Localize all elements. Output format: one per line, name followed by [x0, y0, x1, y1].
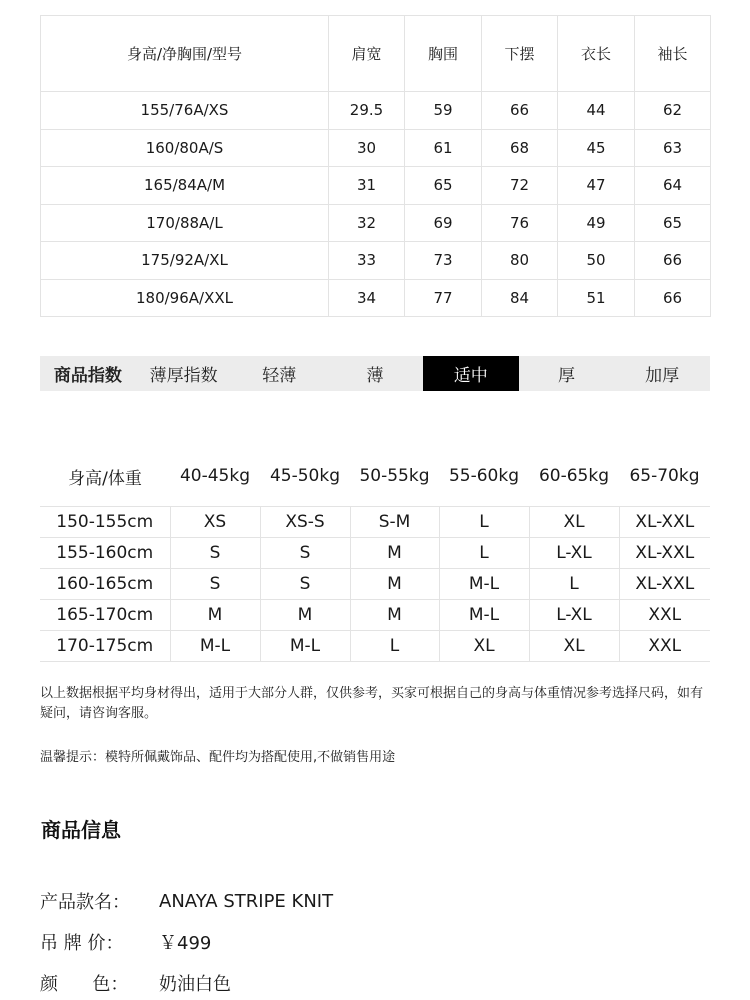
table-cell: 63	[635, 129, 711, 167]
table-cell: 165/84A/M	[41, 167, 329, 205]
table-cell: XXL	[619, 600, 710, 631]
product-name-value: ANAYA STRIPE KNIT	[159, 890, 334, 912]
table-cell: S	[170, 569, 260, 600]
table-cell: S	[260, 569, 350, 600]
table-cell: 65	[405, 167, 482, 205]
table-cell: 76	[482, 204, 558, 242]
table-cell: 170/88A/L	[41, 204, 329, 242]
table-cell: S-M	[350, 507, 439, 538]
table-cell: XL	[529, 507, 619, 538]
index-title: 商品指数	[53, 366, 122, 386]
table-cell: 72	[482, 167, 558, 205]
table-cell: 155/76A/XS	[41, 92, 329, 130]
tag-price-row	[40, 929, 211, 955]
index-option-thin: 薄	[366, 366, 384, 386]
table-cell: XS	[170, 507, 260, 538]
table-cell: M	[350, 569, 439, 600]
size-table	[40, 15, 711, 317]
table-cell: 44	[558, 92, 635, 130]
table-row	[40, 600, 710, 631]
index-option-medium-selected: 适中	[423, 356, 519, 391]
product-info-title: 商品信息	[41, 818, 121, 842]
table-row	[41, 167, 711, 205]
size-table-header	[41, 16, 711, 92]
table-cell: 62	[635, 92, 711, 130]
table-cell: 150-155cm	[40, 507, 170, 538]
table-cell: XS-S	[260, 507, 350, 538]
table-cell: 68	[482, 129, 558, 167]
table-cell: XXL	[619, 631, 710, 662]
table-cell: L-XL	[529, 600, 619, 631]
table-cell: XL	[439, 631, 529, 662]
table-row	[41, 279, 711, 317]
header-length: 衣长	[558, 16, 635, 92]
table-cell: L	[529, 569, 619, 600]
table-cell: 34	[329, 279, 405, 317]
table-cell: XL-XXL	[619, 538, 710, 569]
header-weight-range: 50-55kg	[350, 446, 439, 507]
table-cell: M	[170, 600, 260, 631]
table-cell: M	[350, 600, 439, 631]
table-row	[41, 242, 711, 280]
table-cell: L-XL	[529, 538, 619, 569]
header-bust: 胸围	[405, 16, 482, 92]
table-cell: L	[350, 631, 439, 662]
header-hem: 下摆	[482, 16, 558, 92]
table-cell: 50	[558, 242, 635, 280]
header-sleeve: 袖长	[635, 16, 711, 92]
table-cell: 180/96A/XXL	[41, 279, 329, 317]
color-row	[40, 970, 231, 996]
header-weight-range: 45-50kg	[260, 446, 350, 507]
color-value: 奶油白色	[159, 974, 231, 995]
index-option-very-thin: 轻薄	[262, 366, 297, 386]
table-cell: 80	[482, 242, 558, 280]
header-weight-range: 65-70kg	[619, 446, 710, 507]
table-cell: 45	[558, 129, 635, 167]
thickness-index-bar	[40, 356, 710, 391]
table-row	[40, 631, 710, 662]
table-cell: 84	[482, 279, 558, 317]
color-label: 颜 色：	[40, 974, 129, 995]
product-name-label: 产品款名：	[40, 892, 130, 913]
table-cell: XL-XXL	[619, 507, 710, 538]
index-option-thick: 厚	[557, 366, 575, 386]
table-cell: 31	[329, 167, 405, 205]
table-row	[40, 569, 710, 600]
tag-price-value: ￥499	[159, 933, 212, 954]
index-label: 薄厚指数	[149, 366, 218, 386]
table-cell: M-L	[439, 569, 529, 600]
table-cell: 160-165cm	[40, 569, 170, 600]
accessory-tip: 温馨提示：模特所佩戴饰品、配件均为搭配使用,不做销售用途	[40, 750, 396, 765]
table-cell: M	[350, 538, 439, 569]
table-cell: 77	[405, 279, 482, 317]
table-cell: 32	[329, 204, 405, 242]
table-cell: L	[439, 507, 529, 538]
table-cell: 73	[405, 242, 482, 280]
table-row	[41, 92, 711, 130]
table-cell: 59	[405, 92, 482, 130]
table-cell: 64	[635, 167, 711, 205]
table-cell: L	[439, 538, 529, 569]
header-height-weight: 身高/体重	[40, 446, 170, 507]
table-cell: M-L	[260, 631, 350, 662]
table-cell: 66	[635, 242, 711, 280]
table-cell: 66	[482, 92, 558, 130]
table-cell: XL-XXL	[619, 569, 710, 600]
table-row	[40, 507, 710, 538]
table-cell: 160/80A/S	[41, 129, 329, 167]
header-weight-range: 40-45kg	[170, 446, 260, 507]
table-row	[41, 129, 711, 167]
header-shoulder: 肩宽	[329, 16, 405, 92]
table-cell: 49	[558, 204, 635, 242]
table-cell: 175/92A/XL	[41, 242, 329, 280]
product-name-row	[40, 888, 333, 914]
header-weight-range: 60-65kg	[529, 446, 619, 507]
table-cell: 65	[635, 204, 711, 242]
table-cell: 155-160cm	[40, 538, 170, 569]
table-cell: 66	[635, 279, 711, 317]
table-cell: M	[260, 600, 350, 631]
table-cell: 29.5	[329, 92, 405, 130]
height-weight-table	[40, 446, 710, 662]
table-cell: 33	[329, 242, 405, 280]
table-row	[40, 538, 710, 569]
table-cell: XL	[529, 631, 619, 662]
table-cell: M-L	[439, 600, 529, 631]
tag-price-label: 吊 牌 价：	[40, 933, 124, 954]
table-cell: 69	[405, 204, 482, 242]
hw-table-header	[40, 446, 710, 507]
header-weight-range: 55-60kg	[439, 446, 529, 507]
table-cell: S	[260, 538, 350, 569]
table-cell: 170-175cm	[40, 631, 170, 662]
size-disclaimer: 以上数据根据平均身材得出，适用于大部分人群，仅供参考，买家可根据自己的身高与体重情况参考选择尺码，如有疑问，请咨询客服。	[40, 686, 704, 721]
table-cell: 165-170cm	[40, 600, 170, 631]
table-cell: 61	[405, 129, 482, 167]
header-height-chest-size: 身高/净胸围/型号	[41, 16, 329, 92]
table-cell: S	[170, 538, 260, 569]
index-option-extra-thick: 加厚	[645, 366, 680, 386]
table-row	[41, 204, 711, 242]
table-cell: 30	[329, 129, 405, 167]
table-cell: M-L	[170, 631, 260, 662]
table-cell: 51	[558, 279, 635, 317]
table-cell: 47	[558, 167, 635, 205]
